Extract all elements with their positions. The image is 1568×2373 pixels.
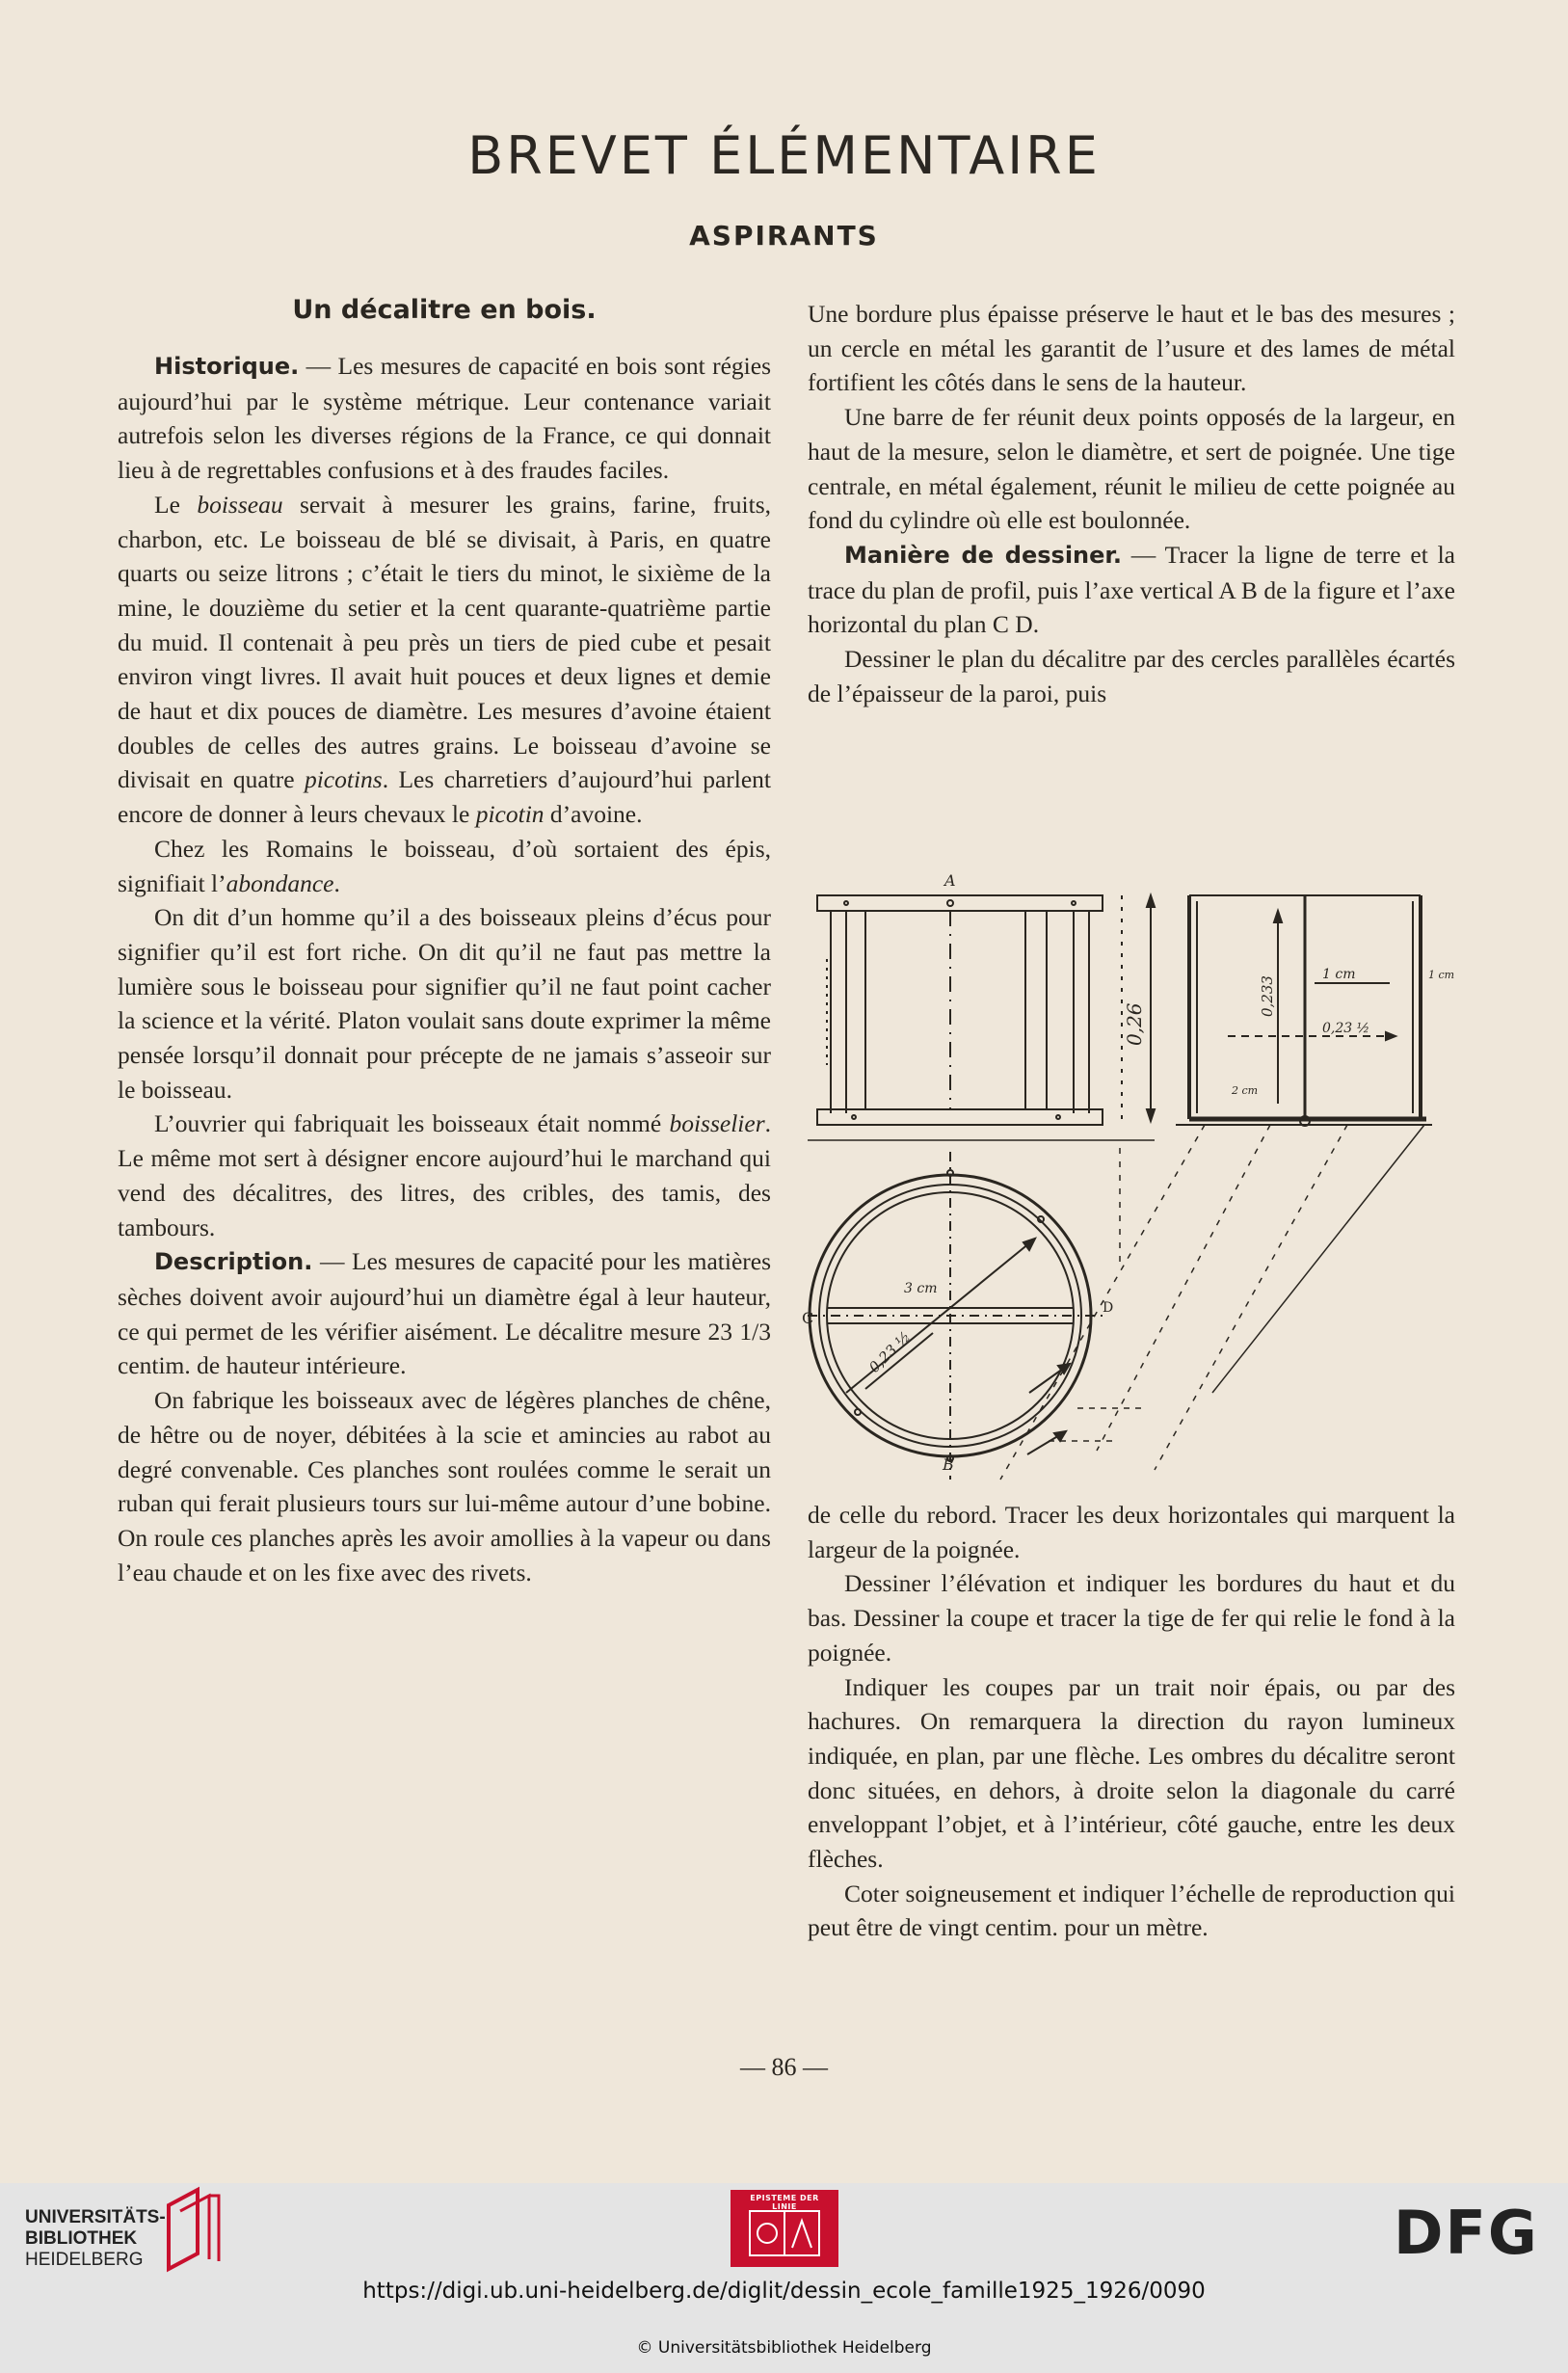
episteme-logo[interactable]: [731, 2190, 838, 2267]
dim-2cm-label: 2 cm: [1232, 1084, 1259, 1097]
permalink-url[interactable]: https://digi.ub.uni-heidelberg.de/diglit/dessin_ecole_famille1925_1926/0090: [362, 2279, 1206, 2304]
text-run: servait à mesurer les grains, farine, fruits, charbon, etc. Le boisseau de blé se divisait, à Paris, en quatre quarts ou seize litrons ; c’était le tiers du minot, le sixième de la mine, le douzième du setier et la cent quarante-quatrième partie du muid. Il contenait à peu près un tiers de pied cube et pesait environ vingt livres. Il avait huit pouces et deux lignes et demie de haut et dix pouces de diamètre. Les mesures d’avoine étaient doubles de celles des autres grains. Le boisseau d’avoine se divisait en quatre: [118, 490, 771, 794]
dim-height-label: 0,26: [1123, 1002, 1146, 1046]
right-column-bottom: [808, 1498, 1455, 1945]
paragraph-coupes: Indiquer les coupes par un trait noir épais, ou par des hachures. On remarquera la direction du rayon lumineux indiquée, en plan, par une flèche. Les ombres du décalitre seront donc situées, en dehors, à droite selon la diagonale du carré enveloppant l’objet, et à l’intérieur, côté gauche, entre les deux flèches.: [808, 1672, 1455, 1874]
ub-mark-icon: [159, 2186, 236, 2273]
dim-radius-label-section: 0,23 ½: [1322, 1021, 1370, 1036]
dfg-logo[interactable]: [1394, 2198, 1548, 2268]
ub-logo[interactable]: [25, 2207, 166, 2271]
paragraph-historique: [118, 349, 771, 488]
dim-3cm-label: 3 cm: [904, 1281, 938, 1296]
text-run: L’ouvrier qui fabriquait les boisseaux était nommé: [154, 1109, 670, 1138]
copyright-notice: © Universitätsbibliothek Heidelberg: [636, 2338, 932, 2358]
plan-view: [808, 1152, 1113, 1480]
paragraph-rebord: de celle du rebord. Tracer les deux horizontales qui marquent la largeur de la poignée.: [808, 1501, 1455, 1563]
dim-1cm-label: 1 cm: [1322, 967, 1356, 982]
axis-label-a: A: [944, 871, 956, 890]
paragraph-description: [118, 1244, 771, 1383]
italic-run: picotin: [475, 800, 545, 829]
description-text: — Les mesures de capacité pour les matières sèches doivent avoir aujourd’hui un diamètre égal à leur hauteur, ce qui permet de les vérifier aisément. Le décalitre mesure 23 1/3 centim. de hauteur intérieure.: [118, 1247, 771, 1380]
episteme-label: EPISTEME DER LINIE: [750, 2194, 819, 2211]
axis-label-c: C: [802, 1309, 814, 1327]
axis-label-d: D: [1103, 1300, 1114, 1316]
paragraph-coter: Coter soigneusement et indiquer l’échelle de reproduction qui peut être de vingt centim. pour un mètre.: [808, 1879, 1455, 1942]
text-run: d’avoine.: [544, 800, 643, 829]
paragraph-boisseau: [118, 488, 771, 832]
article-heading: Un décalitre en bois.: [292, 295, 597, 325]
paragraph-boisselier: [118, 1107, 771, 1244]
text-run: . Le même mot sert à désigner encore aujourd’hui le marchand qui vend des décalitres, des litres, des cribles, des tamis, des tambours.: [118, 1109, 771, 1241]
text-run: .: [333, 868, 340, 897]
dim-inner-height-label: 0,233: [1259, 975, 1276, 1017]
italic-run: boisselier: [669, 1109, 765, 1138]
paragraph-elevation: Dessiner l’élévation et indiquer les bordures du haut et du bas. Dessiner la coupe et tracer la tige de fer qui relie le fond à la poignée.: [808, 1569, 1455, 1666]
dim-radius-label-plan: 0,23 ½: [865, 1327, 915, 1376]
paragraph-plan: Dessiner le plan du décalitre par des cercles parallèles écartés de l’épaisseur de la paroi, puis: [808, 645, 1455, 707]
ub-logo-line: BIBLIOTHEK: [25, 2228, 138, 2249]
run-in-heading-historique: Historique.: [154, 353, 300, 380]
historique-text: — Les mesures de capacité en bois sont régies aujourd’hui par le système métrique. Leur contenance variait autrefois selon les diverses régions de la France, ce qui donnait lieu à de regrettables confusions et à des fraudes faciles.: [118, 352, 771, 485]
text-run: Le: [154, 490, 198, 519]
italic-run: boisseau: [197, 490, 283, 519]
run-in-heading-maniere: Manière de dessiner.: [844, 541, 1122, 569]
technical-drawing: [802, 871, 1473, 1481]
italic-run: abondance: [226, 868, 334, 897]
paragraph-fabrication: On fabrique les boisseaux avec de légères planches de chêne, de hêtre ou de noyer, débitées à la scie et amincies au rabot au degré convenable. Ces planches sont roulées comme le serait un ruban qui ferait plusieurs tours sur lui-même autour d’une bobine. On roule ces planches après les avoir amollies à la vapeur ou dans l’eau chaude et on les fixe avec des rivets.: [118, 1386, 771, 1586]
text-run: Chez les Romains le boisseau, d’où sortaient des épis, signifiait l’: [118, 834, 771, 897]
paragraph-romains: [118, 832, 771, 900]
section-view: [1176, 895, 1454, 1126]
paragraph-barre: Une barre de fer réunit deux points opposés de la largeur, en haut de la mesure, selon le diamètre, et sert de poignée. Une tige centrale, en métal également, réunit le milieu de cette poignée au fond du cylindre où elle est boulonnée.: [808, 403, 1455, 535]
projection-lines: [808, 1125, 1424, 1480]
text-run: . Les charretiers d’aujourd’hui parlent encore de donner à leurs chevaux le: [118, 765, 771, 829]
maniere-text: — Tracer la ligne de terre et la trace du plan de profil, puis l’axe vertical A B de la figure et l’axe horizontal du plan C D.: [808, 540, 1455, 639]
page-number: — 86 —: [740, 2053, 828, 2081]
paragraph-maniere: [808, 538, 1455, 642]
ub-logo-line: HEIDELBERG: [25, 2250, 144, 2270]
run-in-heading-description: Description.: [154, 1248, 313, 1276]
episteme-emblem-icon: [731, 2190, 838, 2267]
right-column-top: [808, 297, 1455, 710]
height-dimension: [1122, 895, 1155, 1121]
paragraph-bordure: Une bordure plus épaisse préserve le haut et le bas des mesures ; un cercle en métal les garantit de l’usure et des lames de métal fortifient les côtés dans le sens de la hauteur.: [808, 300, 1455, 397]
dfg-logo-text: DFG: [1394, 2198, 1539, 2268]
ub-logo-line: UNIVERSITÄTS-: [25, 2207, 166, 2227]
dim-small-label: 1 cm: [1428, 969, 1455, 981]
page-subtitle: ASPIRANTS: [689, 220, 879, 252]
axis-label-b: B: [943, 1455, 954, 1474]
paragraph-proverbes: On dit d’un homme qu’il a des boisseaux pleins d’écus pour signifier qu’il est fort riche. On dit qu’il ne faut pas mettre la lumière sous le boisseau pour signifier qu’il ne faut point cacher la science et la vérité. Platon voulait sans doute exprimer la même pensée lorsqu’il donnait pour précepte de ne jamais s’asseoir sur le boisseau.: [118, 903, 771, 1104]
italic-run: picotins: [304, 765, 383, 794]
page-title: BREVET ÉLÉMENTAIRE: [467, 125, 1101, 186]
left-column: [118, 293, 771, 1589]
elevation-view: [802, 871, 1103, 1327]
